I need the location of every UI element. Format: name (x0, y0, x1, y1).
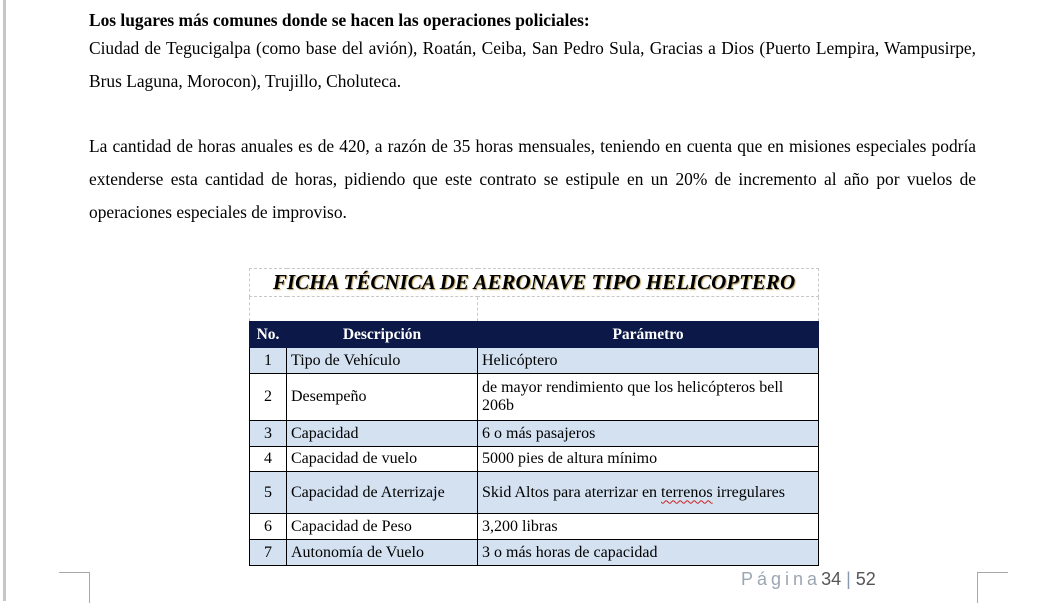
table-row (250, 540, 819, 566)
row-parametro: 3,200 libras (478, 514, 819, 540)
header-no: No. (250, 322, 287, 348)
row-parametro: 3 o más horas de capacidad (478, 540, 819, 566)
row-parametro: 5000 pies de altura mínimo (478, 447, 819, 472)
row-descripcion: Capacidad de Peso (287, 514, 478, 540)
parametro-text: Skid Altos para aterrizar en (482, 483, 662, 501)
page-label: Página (741, 569, 822, 589)
page-left-edge (3, 0, 6, 601)
row-number: 7 (250, 540, 287, 566)
row-descripcion: Autonomía de Vuelo (287, 540, 478, 566)
spellcheck-flagged-word[interactable]: terrenos (661, 483, 713, 501)
row-number: 6 (250, 514, 287, 540)
header-parametro: Parámetro (478, 322, 819, 348)
row-parametro (478, 472, 819, 514)
technical-spec-table (249, 268, 819, 566)
locations-paragraph (89, 32, 976, 98)
margin-crop-mark-left (59, 572, 90, 603)
locations-text: Ciudad de Tegucigalpa (como base del avión), Roatán, Ceiba, San Pedro Sula, Gracias a Dios (Puerto Lempira, Wampusirpe, Brus Laguna, Morocon), Trujillo, Choluteca. (89, 38, 976, 91)
page-footer (741, 569, 876, 590)
table-row (250, 472, 819, 514)
row-parametro: de mayor rendimiento que los helicópteros bell 206b (478, 374, 819, 421)
row-descripcion: Capacidad de vuelo (287, 447, 478, 472)
row-parametro: 6 o más pasajeros (478, 421, 819, 447)
hours-paragraph (89, 130, 976, 229)
table-blank-row (250, 297, 819, 322)
row-descripcion: Capacidad de Aterrizaje (287, 472, 478, 514)
blank-cell (478, 297, 819, 322)
table-title: FICHA TÉCNICA DE AERONAVE TIPO HELICOPTERO (250, 269, 819, 297)
table-row (250, 514, 819, 540)
header-descripcion: Descripción (287, 322, 478, 348)
row-descripcion: Desempeño (287, 374, 478, 421)
hours-text: La cantidad de horas anuales es de 420, a razón de 35 horas mensuales, teniendo en cuenta que en misiones especiales podría extenderse esta cantidad de horas, pidiendo que este contrato se estipule en un 20% de incremento al año por vuelos de operaciones especiales de improviso. (89, 136, 976, 222)
total-pages: 52 (855, 569, 876, 589)
table-row (250, 374, 819, 421)
table-row (250, 421, 819, 447)
page-separator: | (846, 569, 851, 589)
row-number: 2 (250, 374, 287, 421)
blank-cell (250, 297, 478, 322)
current-page-number: 34 (821, 569, 842, 589)
row-descripcion: Capacidad (287, 421, 478, 447)
row-number: 3 (250, 421, 287, 447)
table-title-row (250, 269, 819, 297)
row-parametro: Helicóptero (478, 348, 819, 374)
row-number: 5 (250, 472, 287, 514)
margin-crop-mark-right (977, 572, 1008, 603)
table-row (250, 348, 819, 374)
row-number: 4 (250, 447, 287, 472)
table-row (250, 447, 819, 472)
row-descripcion: Tipo de Vehículo (287, 348, 478, 374)
section-heading: Los lugares más comunes donde se hacen las operaciones policiales: (89, 10, 590, 30)
table-header-row (250, 322, 819, 348)
row-number: 1 (250, 348, 287, 374)
parametro-text: irregulares (712, 483, 785, 501)
